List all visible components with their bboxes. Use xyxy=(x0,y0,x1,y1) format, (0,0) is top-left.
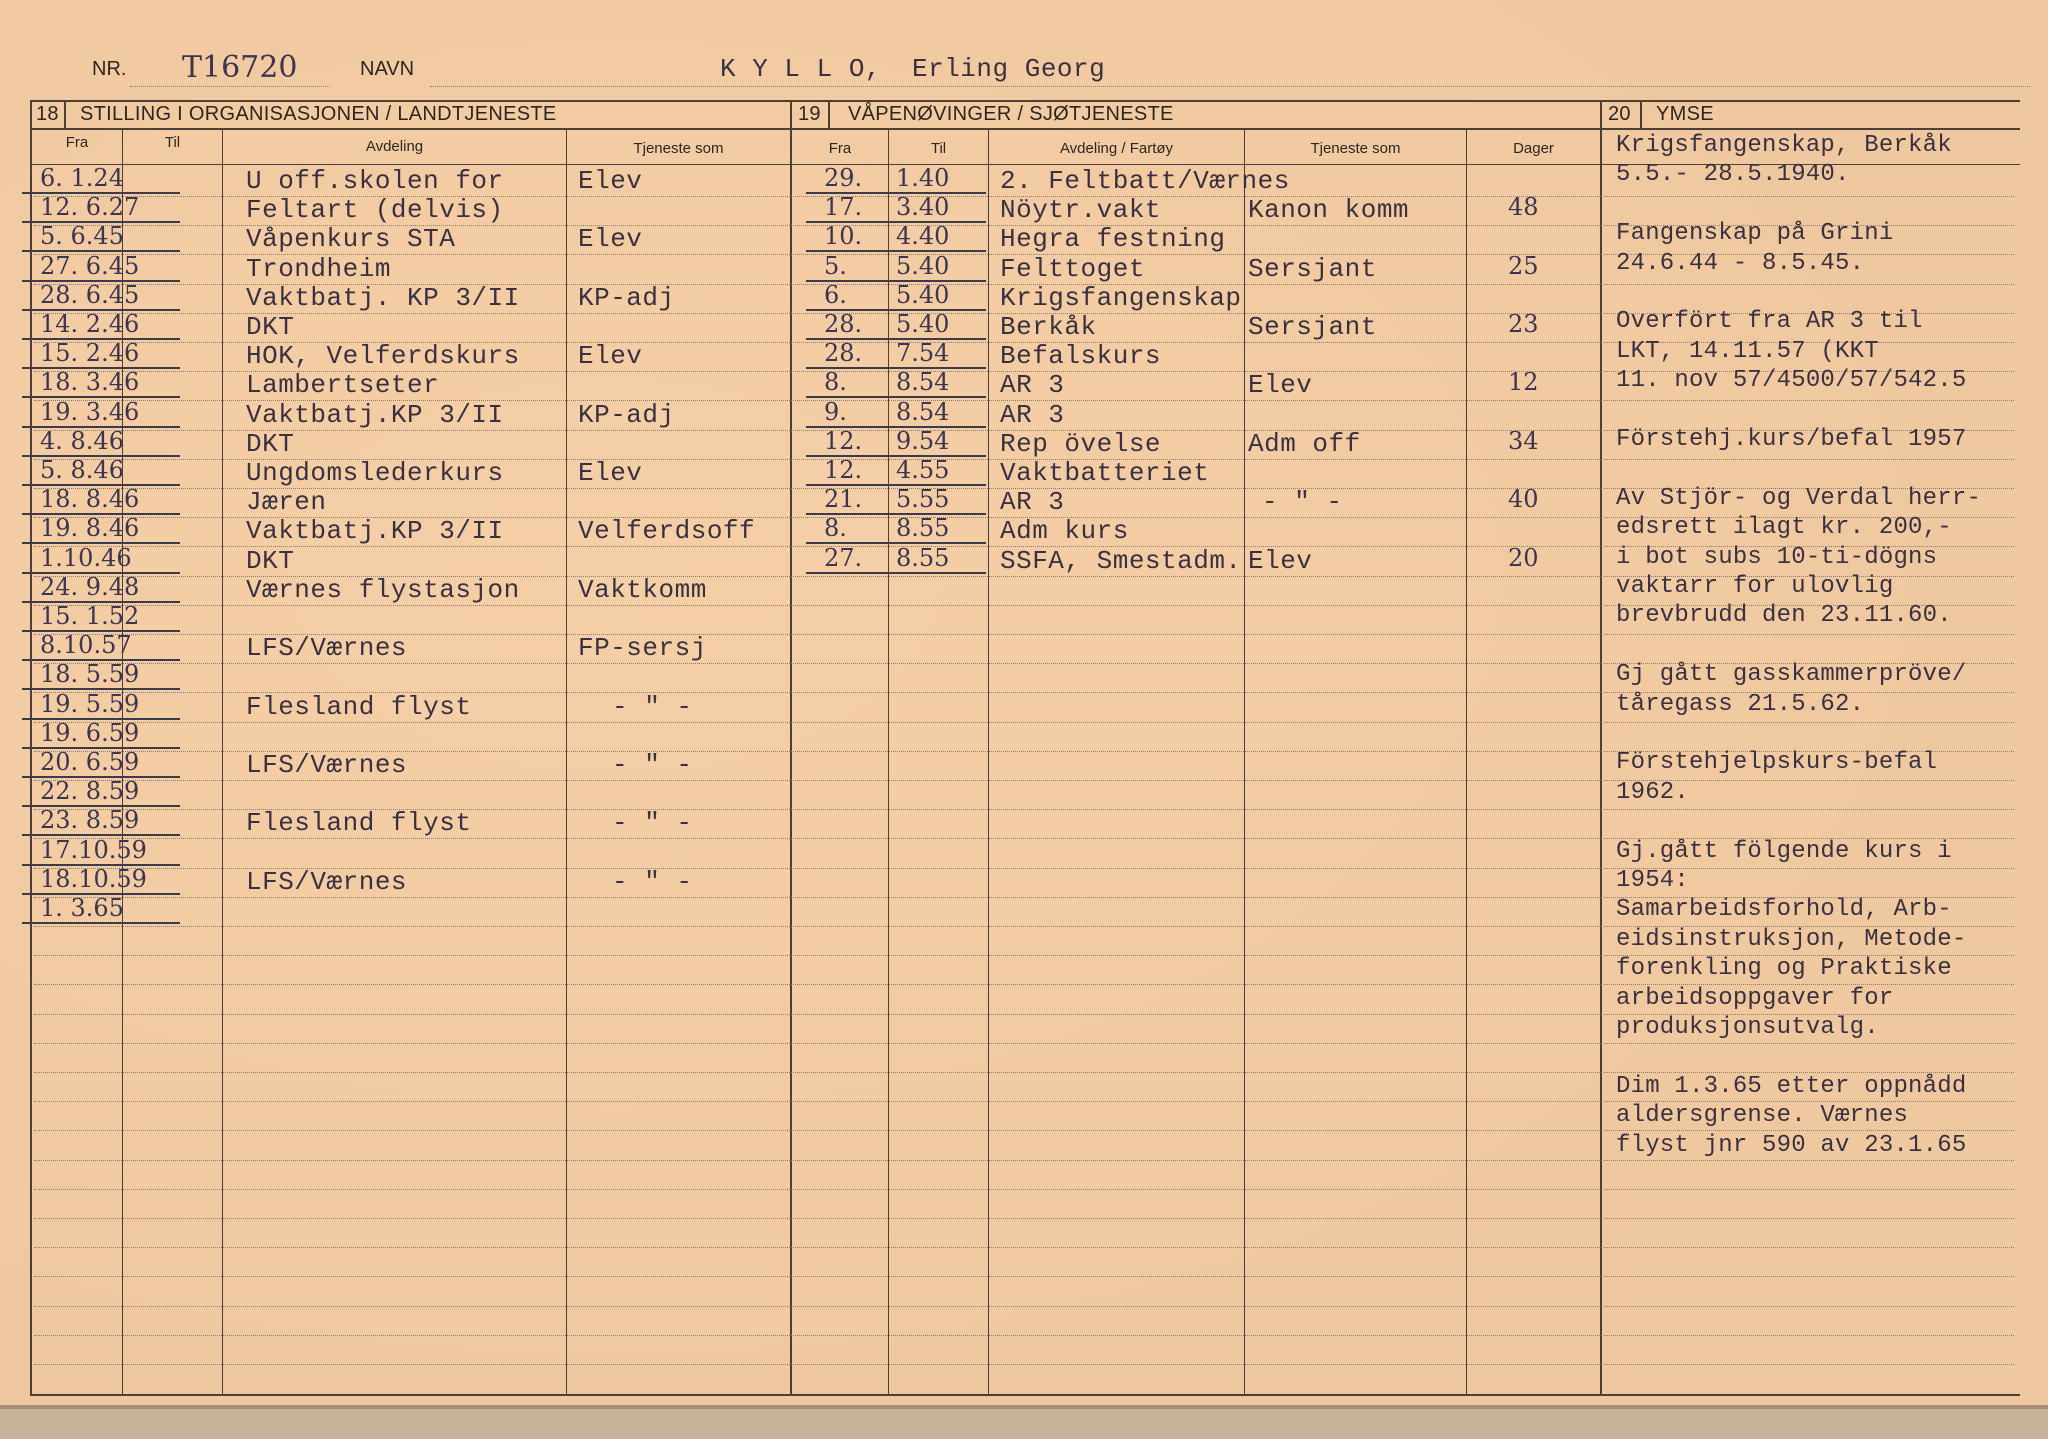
ymse-line: Overfört fra AR 3 til xyxy=(1616,308,1923,336)
s19-avdeling: Felttoget xyxy=(1000,253,1145,284)
ymse-line: 1954: xyxy=(1616,867,1690,894)
s19-col-avdeling: Avdeling / Fartøy xyxy=(1059,140,1174,157)
dotted-guide xyxy=(34,1247,2014,1248)
dotted-guide xyxy=(34,780,2014,781)
ymse-line: Samarbeidsforhold, Arb- xyxy=(1616,896,1952,924)
s18-avdeling: HOK, Velferdskurs xyxy=(246,341,520,372)
s19-avdeling: AR 3 xyxy=(1000,370,1065,401)
s18-avdeling: Vaktbatj. KP 3/II xyxy=(246,282,520,313)
section18-title: STILLING I ORGANISASJONEN / LANDTJENESTE xyxy=(80,103,557,125)
s19-til: 9.54 xyxy=(896,426,950,455)
s19-dager: 20 xyxy=(1508,543,1539,572)
ymse-line: 24.6.44 - 8.5.45. xyxy=(1616,249,1865,277)
s19-col-til: Til xyxy=(930,140,947,157)
s19-avdeling: Vaktbatteriet xyxy=(1000,458,1210,488)
s18-fra: 27. 6.45 xyxy=(40,251,140,280)
s19-dager: 23 xyxy=(1508,310,1539,338)
s19-avdeling: Hegra festning xyxy=(1000,224,1226,255)
s18-avdeling: Ungdomslederkurs xyxy=(246,458,504,488)
s18-col-avdeling: Avdeling xyxy=(365,138,424,155)
s19-fra: 10. xyxy=(824,222,863,251)
s18-avdeling: Lambertseter xyxy=(246,370,440,401)
s18-fra: 18. 8.46 xyxy=(40,485,140,514)
s19-col-dager: Dager xyxy=(1513,140,1554,157)
nr-label: NR. xyxy=(92,58,127,80)
s19-til: 4.40 xyxy=(896,222,950,251)
s18-avdeling: DKT xyxy=(246,545,295,576)
s18-tjeneste: KP-adj xyxy=(578,399,675,430)
s18-tjeneste: FP-sersj xyxy=(578,633,707,664)
s18-fra: 18.10.59 xyxy=(40,864,147,893)
s19-tjeneste: Sersjant xyxy=(1248,312,1377,342)
s19-til: 5.40 xyxy=(896,310,950,338)
s19-til: 1.40 xyxy=(896,164,950,192)
ymse-line: Krigsfangenskap, Berkåk xyxy=(1616,132,1952,159)
ymse-line: vaktarr for ulovlig xyxy=(1616,573,1894,600)
s19-til: 4.55 xyxy=(896,456,950,484)
s18-fra: 15. 1.52 xyxy=(40,602,140,630)
s19-avdeling: Rep övelse xyxy=(1000,428,1162,459)
s19-til: 7.54 xyxy=(896,339,950,368)
s18-fra: 8.10.57 xyxy=(40,631,132,660)
date-underline xyxy=(22,922,180,924)
ymse-line: i bot subs 10-ti-dögns xyxy=(1616,543,1938,571)
ymse-line: edsrett ilagt kr. 200,- xyxy=(1616,514,1952,542)
s18-col-til: Til xyxy=(164,134,181,151)
ymse-line: forenkling og Praktiske xyxy=(1616,955,1952,983)
s18-avdeling: Jæren xyxy=(246,487,327,518)
ymse-line: LKT, 14.11.57 (KKT xyxy=(1616,337,1879,365)
s18-fra: 12. 6.27 xyxy=(40,193,140,222)
s18-fra: 1.10.46 xyxy=(40,543,132,572)
ymse-line: Gj.gått fölgende kurs i xyxy=(1616,837,1952,865)
s18-avdeling: Flesland flyst xyxy=(246,691,472,722)
card-bottom-edge xyxy=(0,1405,2048,1439)
s18-avdeling: U off.skolen for xyxy=(246,166,504,196)
s19-avdeling: Berkåk xyxy=(1000,312,1097,342)
ymse-line: Av Stjör- og Verdal herr- xyxy=(1616,484,1982,512)
dotted-guide xyxy=(34,1189,2014,1190)
s18-fra: 24. 9.48 xyxy=(40,572,140,601)
dotted-guide xyxy=(34,1306,2014,1307)
ymse-line: Gj gått gasskammerpröve/ xyxy=(1616,661,1967,689)
s18-tjeneste: - " - xyxy=(612,808,693,839)
s19-tjeneste: Elev xyxy=(1248,370,1313,401)
s18-fra: 17.10.59 xyxy=(40,835,147,864)
s18-fra: 18. 3.46 xyxy=(40,368,140,397)
dotted-guide xyxy=(34,1276,2014,1277)
dotted-guide xyxy=(34,722,2014,723)
s19-tjeneste: Adm off xyxy=(1248,428,1361,459)
s19-fra: 29. xyxy=(824,164,863,192)
s19-til: 3.40 xyxy=(896,193,950,222)
dotted-guide xyxy=(34,1160,2014,1161)
s18-avdeling: Værnes flystasjon xyxy=(246,574,520,605)
s19-tjeneste: Elev xyxy=(1248,545,1313,576)
ymse-line: tåregass 21.5.62. xyxy=(1616,690,1865,718)
s18-fra: 1. 3.65 xyxy=(40,894,124,922)
s19-avdeling: Adm kurs xyxy=(1000,516,1129,547)
ymse-line: eidsinstruksjon, Metode- xyxy=(1616,925,1967,953)
s19-til: 5.40 xyxy=(896,251,950,280)
s19-tjeneste: Sersjant xyxy=(1248,253,1377,284)
s18-fra: 5. 8.46 xyxy=(40,456,124,484)
s19-til: 8.55 xyxy=(896,543,950,572)
ymse-line: flyst jnr 590 av 23.1.65 xyxy=(1616,1131,1967,1159)
s18-fra: 15. 2.46 xyxy=(40,339,140,368)
s18-fra: 19. 6.59 xyxy=(40,718,140,747)
s18-fra: 14. 2.46 xyxy=(40,310,140,338)
dotted-guide xyxy=(34,1043,2014,1044)
s19-fra: 5. xyxy=(824,251,847,280)
s19-fra: 28. xyxy=(824,310,863,338)
s18-avdeling: LFS/Værnes xyxy=(246,866,408,897)
ymse-line: arbeidsoppgaver for xyxy=(1616,984,1894,1012)
section19-title: VÅPENØVINGER / SJØTJENESTE xyxy=(848,103,1174,125)
s19-fra: 6. xyxy=(824,280,847,309)
ymse-line: aldersgrense. Værnes xyxy=(1616,1102,1909,1130)
s19-dager: 40 xyxy=(1508,485,1539,514)
s18-avdeling: DKT xyxy=(246,428,295,459)
s19-fra: 12. xyxy=(824,456,863,484)
s18-avdeling: LFS/Værnes xyxy=(246,750,408,780)
ymse-line: Förstehj.kurs/befal 1957 xyxy=(1616,426,1967,453)
s19-fra: 12. xyxy=(824,426,863,455)
s19-til: 5.40 xyxy=(896,280,950,309)
date-underline xyxy=(806,572,986,574)
s19-col-tjeneste: Tjeneste som xyxy=(1310,140,1401,157)
s18-avdeling: Vaktbatj.KP 3/II xyxy=(246,399,504,430)
s18-avdeling: Trondheim xyxy=(246,253,391,284)
s18-fra: 20. 6.59 xyxy=(40,748,140,776)
s19-dager: 25 xyxy=(1508,251,1539,280)
s19-fra: 8. xyxy=(824,514,847,543)
s19-tjeneste: - " - xyxy=(1262,487,1343,518)
ymse-line: produksjonsutvalg. xyxy=(1616,1014,1879,1041)
section19-number: 19 xyxy=(798,103,821,125)
s19-fra: 17. xyxy=(824,193,863,222)
section20-number: 20 xyxy=(1608,103,1631,125)
s19-dager: 34 xyxy=(1508,426,1539,455)
ymse-line: 1962. xyxy=(1616,778,1690,806)
s18-avdeling: Flesland flyst xyxy=(246,808,472,839)
ymse-line: 5.5.- 28.5.1940. xyxy=(1616,161,1850,189)
s19-dager: 12 xyxy=(1508,368,1539,397)
nr-value: T16720 xyxy=(182,50,298,85)
navn-label: NAVN xyxy=(360,58,415,80)
s19-til: 8.54 xyxy=(896,397,950,426)
s19-avdeling: Befalskurs xyxy=(1000,341,1162,372)
s18-fra: 28. 6.45 xyxy=(40,280,140,309)
nr-dotline xyxy=(130,86,330,87)
s18-fra: 4. 8.46 xyxy=(40,426,124,455)
s18-fra: 5. 6.45 xyxy=(40,222,124,251)
dotted-guide xyxy=(34,1218,2014,1219)
s18-fra: 19. 8.46 xyxy=(40,514,140,543)
s18-fra: 18. 5.59 xyxy=(40,660,140,689)
s19-avdeling: Krigsfangenskap xyxy=(1000,282,1242,313)
s18-tjeneste: Elev xyxy=(578,224,643,255)
s18-tjeneste: - " - xyxy=(612,750,693,780)
s18-avdeling: Feltart (delvis) xyxy=(246,195,504,226)
s18-tjeneste: Velferdsoff xyxy=(578,516,756,547)
s19-fra: 21. xyxy=(824,485,863,514)
s19-avdeling: 2. Feltbatt/Værnes xyxy=(1000,166,1290,196)
s18-fra: 19. 5.59 xyxy=(40,689,140,718)
s18-tjeneste: - " - xyxy=(612,691,693,722)
ymse-line: 11. nov 57/4500/57/542.5 xyxy=(1616,367,1967,395)
s19-til: 8.55 xyxy=(896,514,950,543)
s18-avdeling: DKT xyxy=(246,312,295,342)
s18-tjeneste: Elev xyxy=(578,166,643,196)
s18-fra: 19. 3.46 xyxy=(40,397,140,426)
s18-col-fra: Fra xyxy=(65,134,89,151)
ymse-line: Fangenskap på Grini xyxy=(1616,220,1894,248)
s18-tjeneste: - " - xyxy=(612,866,693,897)
s18-avdeling: Våpenkurs STA xyxy=(246,224,456,255)
s19-avdeling: SSFA, Smestadm. xyxy=(1000,545,1242,576)
ymse-line: Dim 1.3.65 etter oppnådd xyxy=(1616,1072,1967,1100)
dotted-guide xyxy=(34,1335,2014,1336)
s18-fra: 23. 8.59 xyxy=(40,806,140,835)
s19-dager: 48 xyxy=(1508,193,1539,222)
section18-number: 18 xyxy=(36,103,59,125)
s19-fra: 28. xyxy=(824,339,863,368)
s19-fra: 8. xyxy=(824,368,847,397)
dotted-guide xyxy=(34,1364,2014,1365)
ymse-line: Förstehjelpskurs-befal xyxy=(1616,749,1938,777)
s19-fra: 27. xyxy=(824,543,863,572)
s19-avdeling: Nöytr.vakt xyxy=(1000,195,1162,226)
s19-til: 8.54 xyxy=(896,368,950,397)
name-surname: K Y L L O, xyxy=(720,54,882,84)
s19-avdeling: AR 3 xyxy=(1000,487,1065,518)
s18-avdeling: Vaktbatj.KP 3/II xyxy=(246,516,504,547)
s18-fra: 6. 1.24 xyxy=(40,164,124,192)
s19-avdeling: AR 3 xyxy=(1000,399,1065,430)
name-given: Erling Georg xyxy=(912,54,1106,84)
navn-dotline xyxy=(430,86,2030,87)
section20-title: YMSE xyxy=(1656,103,1714,125)
s19-col-fra: Fra xyxy=(828,140,852,157)
s18-tjeneste: KP-adj xyxy=(578,282,675,313)
s18-tjeneste: Vaktkomm xyxy=(578,574,707,605)
s18-fra: 22. 8.59 xyxy=(40,777,140,806)
s18-avdeling: LFS/Værnes xyxy=(246,633,408,664)
s19-til: 5.55 xyxy=(896,485,950,514)
s19-tjeneste: Kanon komm xyxy=(1248,195,1410,226)
s19-fra: 9. xyxy=(824,397,847,426)
s18-col-tjeneste: Tjeneste som xyxy=(633,140,724,157)
s18-tjeneste: Elev xyxy=(578,458,643,488)
s18-tjeneste: Elev xyxy=(578,341,643,372)
ymse-line: brevbrudd den 23.11.60. xyxy=(1616,602,1952,630)
